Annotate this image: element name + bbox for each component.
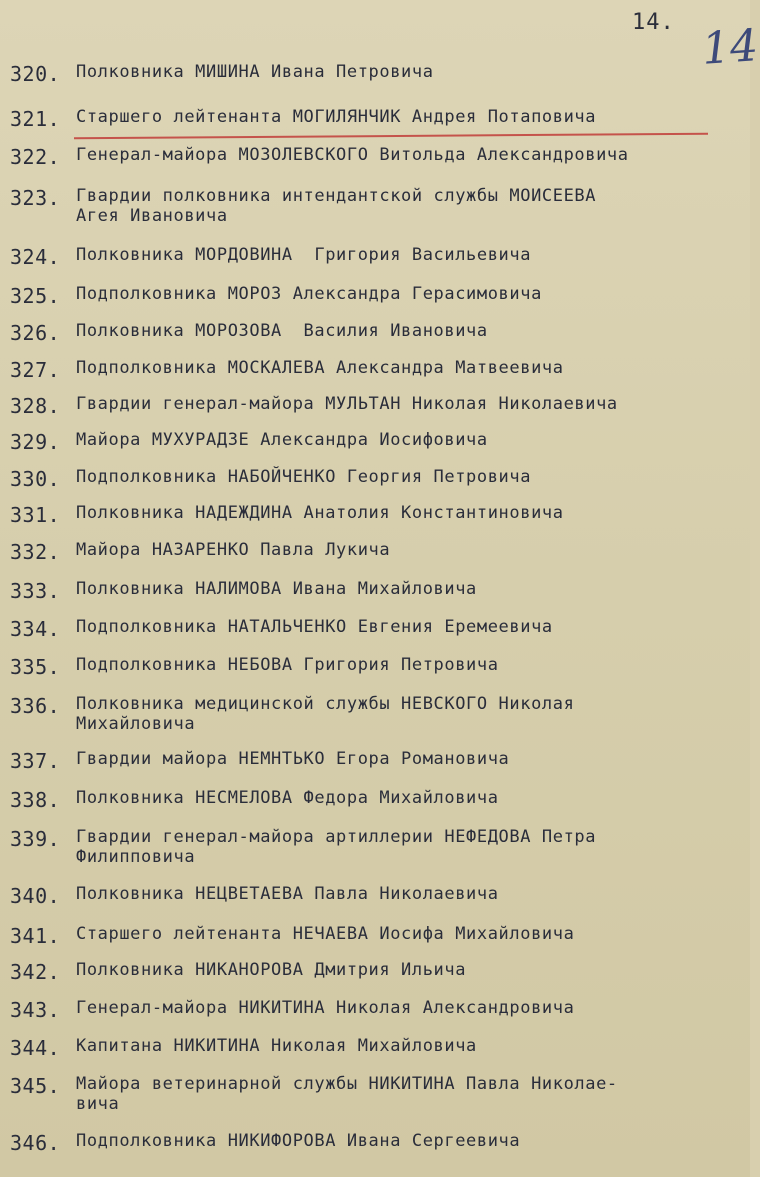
entry-text: Генерал-майора НИКИТИНА Николая Александровича — [76, 998, 575, 1018]
entry-number: 321. — [10, 107, 61, 131]
entry-number: 330. — [10, 467, 61, 491]
entry-number: 346. — [10, 1131, 61, 1155]
entry-number: 324. — [10, 245, 61, 269]
entry-text: Майора МУХУРАДЗЕ Александра Иосифовича — [76, 430, 488, 450]
entry-text: Полковника НАДЕЖДИНА Анатолия Константиновича — [76, 503, 564, 523]
entry-number: 332. — [10, 540, 61, 564]
entry-text: Полковника МОРДОВИНА Григория Васильевича — [76, 245, 532, 265]
entry-number: 325. — [10, 284, 61, 308]
entry-number: 333. — [10, 579, 61, 603]
entry-number: 327. — [10, 358, 61, 382]
entry-text: Старшего лейтенанта МОГИЛЯНЧИК Андрея Потаповича — [76, 107, 597, 127]
entry-number: 326. — [10, 321, 61, 345]
entry-number: 337. — [10, 749, 61, 773]
entry-number: 345. — [10, 1074, 61, 1098]
entry-text: Майора НАЗАРЕНКО Павла Лукича — [76, 540, 391, 560]
entry-text: Капитана НИКИТИНА Николая Михайловича — [76, 1036, 477, 1056]
entry-number: 328. — [10, 394, 61, 418]
entry-text: Полковника НЕЦВЕТАЕВА Павла Николаевича — [76, 884, 499, 904]
entry-text: Гвардии генерал-майора МУЛЬТАН Николая Николаевича — [76, 394, 618, 414]
red-pencil-underline — [74, 133, 708, 139]
entry-number: 335. — [10, 655, 61, 679]
entry-number: 340. — [10, 884, 61, 908]
entry-text: Гвардии генерал-майора артиллерии НЕФЕДОВА Петра Филипповича — [76, 827, 597, 867]
entry-number: 338. — [10, 788, 61, 812]
entry-number: 344. — [10, 1036, 61, 1060]
entry-text: Полковника НЕСМЕЛОВА Федора Михайловича — [76, 788, 499, 808]
entry-text: Подполковника МОСКАЛЕВА Александра Матвеевича — [76, 358, 564, 378]
entry-text: Полковника НАЛИМОВА Ивана Михайловича — [76, 579, 477, 599]
entry-text: Старшего лейтенанта НЕЧАЕВА Иосифа Михайловича — [76, 924, 575, 944]
handwritten-page-number: 14 — [700, 20, 760, 75]
entry-text: Полковника НИКАНОРОВА Дмитрия Ильича — [76, 960, 467, 980]
entry-number: 329. — [10, 430, 61, 454]
entry-number: 323. — [10, 186, 61, 210]
entry-text: Майора ветеринарной службы НИКИТИНА Павла Николае- вича — [76, 1074, 618, 1114]
entry-number: 343. — [10, 998, 61, 1022]
entry-number: 339. — [10, 827, 61, 851]
entry-number: 334. — [10, 617, 61, 641]
entry-text: Полковника МИШИНА Ивана Петровича — [76, 62, 434, 82]
entry-number: 331. — [10, 503, 61, 527]
entry-text: Полковника МОРОЗОВА Василия Ивановича — [76, 321, 488, 341]
entry-number: 320. — [10, 62, 61, 86]
entry-text: Полковника медицинской службы НЕВСКОГО Николая Михайловича — [76, 694, 575, 734]
entry-number: 322. — [10, 145, 61, 169]
entry-text: Подполковника НИКИФОРОВА Ивана Сергеевича — [76, 1131, 521, 1151]
entry-number: 336. — [10, 694, 61, 718]
entry-text: Гвардии майора НЕМНТЬКО Егора Романовича — [76, 749, 510, 769]
entry-number: 342. — [10, 960, 61, 984]
entry-number: 341. — [10, 924, 61, 948]
entry-text: Генерал-майора МОЗОЛЕВСКОГО Витольда Александровича — [76, 145, 629, 165]
entry-text: Подполковника НАБОЙЧЕНКО Георгия Петровича — [76, 467, 532, 487]
entry-text: Подполковника НЕБОВА Григория Петровича — [76, 655, 499, 675]
typed-page-number: 14. — [632, 10, 675, 35]
entry-text: Подполковника МОРОЗ Александра Герасимовича — [76, 284, 542, 304]
entry-text: Подполковника НАТАЛЬЧЕНКО Евгения Еремеевича — [76, 617, 553, 637]
entry-text: Гвардии полковника интендантской службы МОИСЕЕВА Агея Ивановича — [76, 186, 597, 226]
